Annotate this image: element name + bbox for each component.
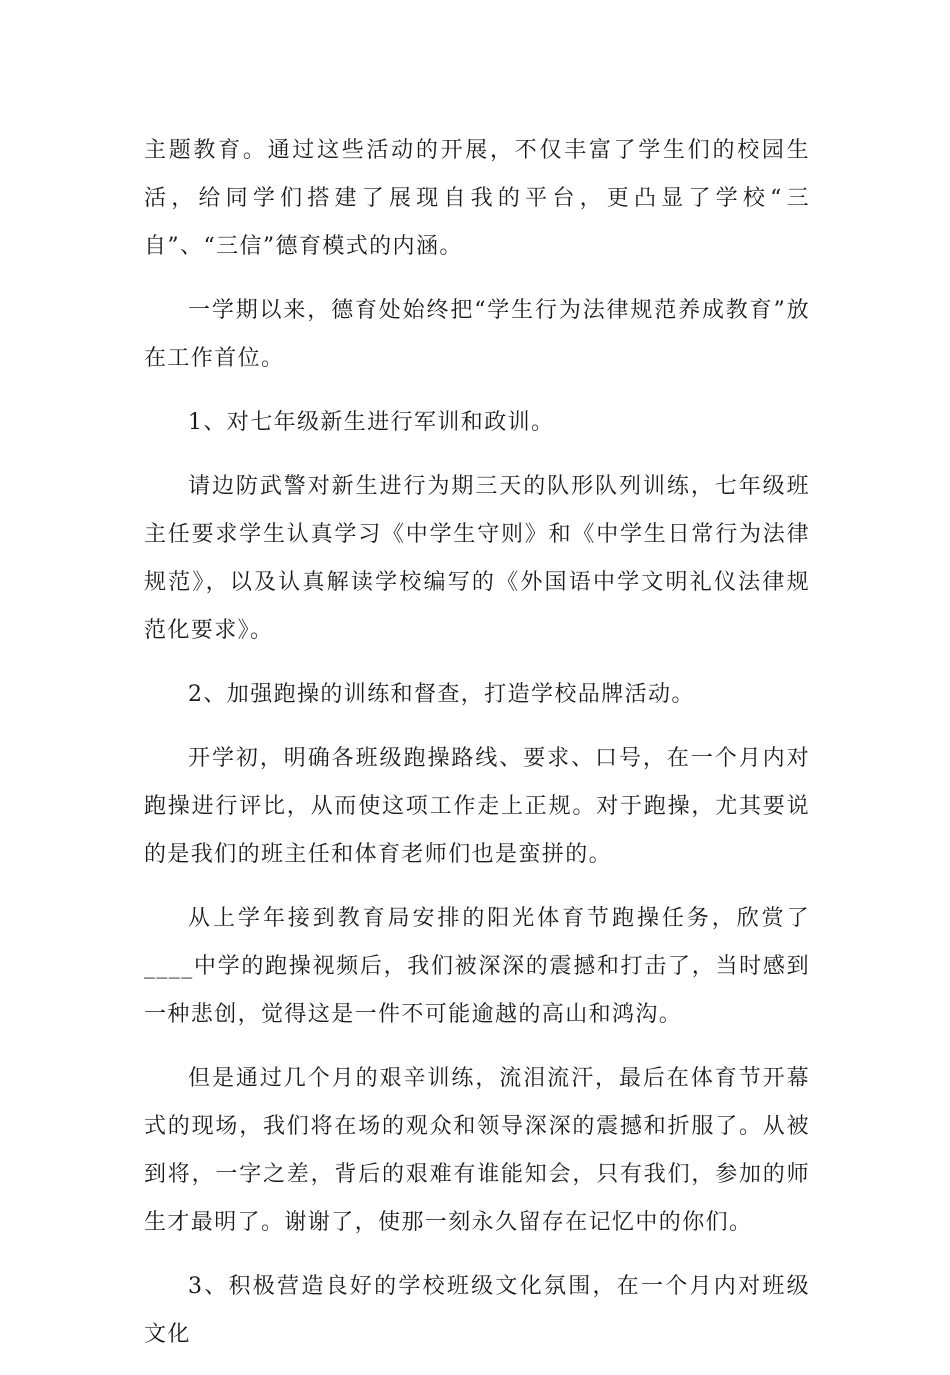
section-heading-1: 1、对七年级新生进行军训和政训。 [188, 410, 555, 435]
section-heading-2: 2、加强跑操的训练和督查，打造学校品牌活动。 [188, 682, 695, 707]
paragraph: 从上学年接到教育局安排的阳光体育节跑操任务，欣赏了____中学的跑操视频后，我们被深深的震撼和打击了，当时感到一种悲创，觉得这是一件不可能逾越的高山和鸿沟。 [144, 906, 810, 1027]
document-body [144, 127, 810, 1375]
paragraph: 一学期以来，德育处始终把“学生行为法律规范养成教育”放在工作首位。 [144, 298, 810, 371]
paragraph: 但是通过几个月的艰辛训练，流泪流汗，最后在体育节开幕式的现场，我们将在场的观众和领导深深的震撼和折服了。从被到将，一字之差，背后的艰难有谁能知会，只有我们，参加的师生才最明了。谢谢了，使那一刻永久留存在记忆中的你们。 [144, 1066, 810, 1235]
section-heading-3: 3、积极营造良好的学校班级文化氛围，在一个月内对班级文化 [144, 1274, 810, 1347]
paragraph-continuation: 主题教育。通过这些活动的开展，不仅丰富了学生们的校园生活，给同学们搭建了展现自我的平台，更凸显了学校“三自”、“三信”德育模式的内涵。 [144, 138, 810, 259]
paragraph: 开学初，明确各班级跑操路线、要求、口号，在一个月内对跑操进行评比，从而使这项工作走上正规。对于跑操，尤其要说的是我们的班主任和体育老师们也是蛮拼的。 [144, 746, 810, 867]
paragraph: 请边防武警对新生进行为期三天的队形队列训练，七年级班主任要求学生认真学习《中学生守则》和《中学生日常行为法律规范》，以及认真解读学校编写的《外国语中学文明礼仪法律规范化要求》。 [144, 474, 810, 643]
